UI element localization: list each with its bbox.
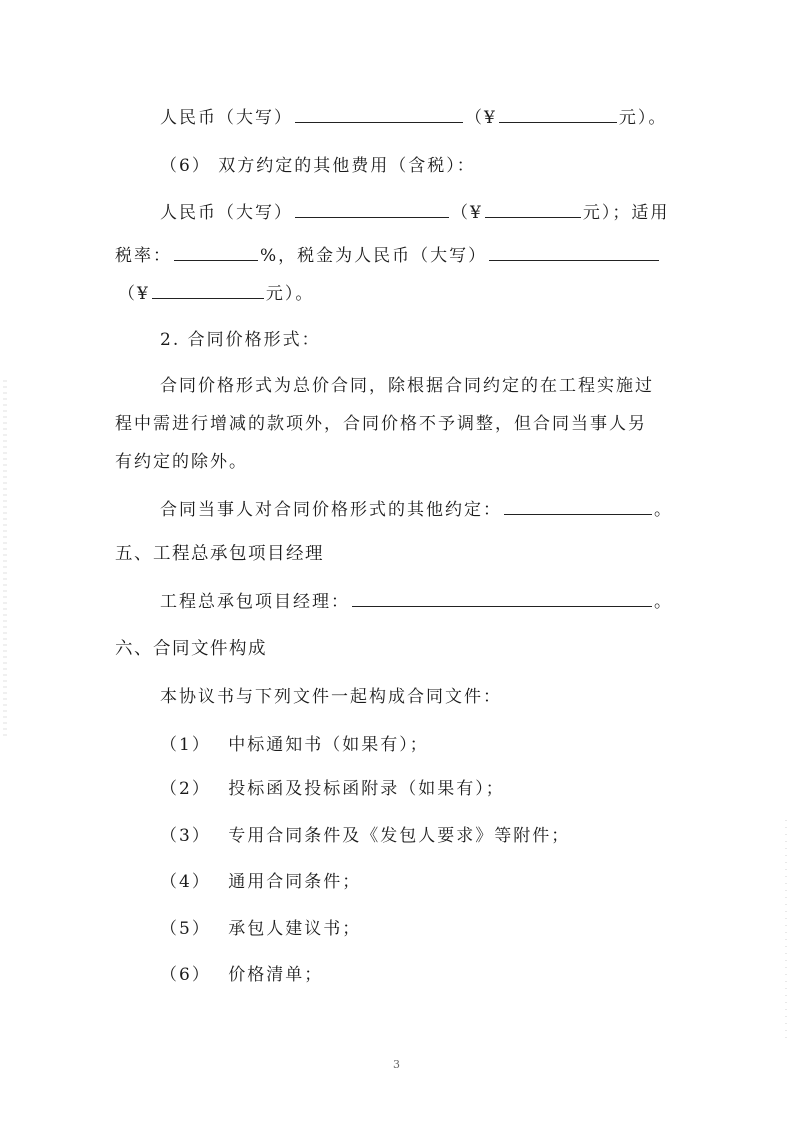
list-item-number: （4）	[160, 872, 211, 892]
rmb-line-1	[160, 106, 667, 130]
other-fees-title: （6） 双方约定的其他费用（含税）：	[160, 156, 476, 176]
paragraph-line-2	[115, 412, 647, 436]
rmb-line-2	[160, 201, 669, 225]
yen-open: （¥	[465, 108, 497, 128]
list-item-number: （1）	[160, 735, 211, 755]
rmb-amount-blank[interactable]	[295, 106, 463, 123]
tax-rate-blank[interactable]	[174, 244, 258, 261]
rmb-amount-blank[interactable]	[295, 201, 449, 218]
list-item-text: 投标函及投标函附录（如果有）；	[228, 779, 505, 799]
page-number: 3	[393, 1058, 400, 1071]
scan-artifact-right	[785, 820, 787, 1040]
paragraph-line-1	[160, 374, 654, 398]
tax-rate-line	[115, 244, 661, 268]
yen-amount-blank[interactable]	[499, 106, 617, 123]
section-title: 五、工程总承包项目经理	[115, 544, 324, 564]
other-fees-item	[160, 154, 476, 178]
list-item	[160, 733, 429, 757]
project-manager-line	[160, 590, 673, 614]
list-item-text: 价格清单；	[228, 965, 324, 985]
yen-amount-blank[interactable]	[152, 282, 264, 299]
project-manager-blank[interactable]	[352, 590, 652, 607]
project-manager-label: 工程总承包项目经理：	[160, 592, 350, 612]
list-item-number: （2）	[160, 779, 211, 799]
yuan-close: 元）。	[618, 108, 668, 128]
period: 。	[654, 500, 673, 520]
other-agreement-blank[interactable]	[504, 498, 652, 515]
tax-amount-label: %，税金为人民币（大写）	[260, 246, 488, 266]
paragraph-line-3	[115, 450, 248, 474]
paragraph-text: 有约定的除外。	[115, 452, 248, 472]
tax-rate-label: 税率：	[115, 246, 172, 266]
yen-line	[118, 282, 314, 306]
list-item-text: 中标通知书（如果有）；	[228, 735, 429, 755]
section-heading-5	[115, 542, 324, 566]
scan-artifact-left	[3, 380, 7, 740]
rmb-label: 人民币（大写）	[160, 203, 293, 223]
list-item	[160, 870, 361, 894]
yen-open: （¥	[451, 203, 483, 223]
rmb-label: 人民币（大写）	[160, 108, 293, 128]
yen-amount-blank[interactable]	[485, 201, 581, 218]
list-item-number: （6）	[160, 965, 211, 985]
list-item	[160, 917, 361, 941]
tax-amount-blank[interactable]	[489, 244, 659, 261]
other-agreement-line	[160, 498, 673, 522]
list-item-number: （3）	[160, 826, 211, 846]
yuan-close-tax: 元）；适用	[582, 203, 670, 223]
list-item-text: 专用合同条件及《发包人要求》等附件；	[228, 826, 571, 846]
contract-docs-intro	[160, 685, 502, 709]
list-item	[160, 963, 323, 987]
section-heading-6	[115, 637, 267, 661]
other-agreement-label: 合同当事人对合同价格形式的其他约定：	[160, 500, 502, 520]
price-form-subheading	[160, 328, 321, 352]
price-form-title: 2. 合同价格形式：	[160, 330, 321, 350]
section-title: 六、合同文件构成	[115, 639, 267, 659]
period: 。	[654, 592, 673, 612]
list-item	[160, 777, 505, 801]
intro-text: 本协议书与下列文件一起构成合同文件：	[160, 687, 502, 707]
list-item-number: （5）	[160, 919, 211, 939]
yen-open: （¥	[118, 284, 150, 304]
list-item	[160, 824, 570, 848]
yuan-close: 元）。	[265, 284, 315, 304]
paragraph-text: 合同价格形式为总价合同，除根据合同约定的在工程实施过	[160, 376, 654, 396]
paragraph-text: 程中需进行增减的款项外，合同价格不予调整，但合同当事人另	[115, 414, 647, 434]
list-item-text: 通用合同条件；	[228, 872, 362, 892]
list-item-text: 承包人建议书；	[228, 919, 362, 939]
